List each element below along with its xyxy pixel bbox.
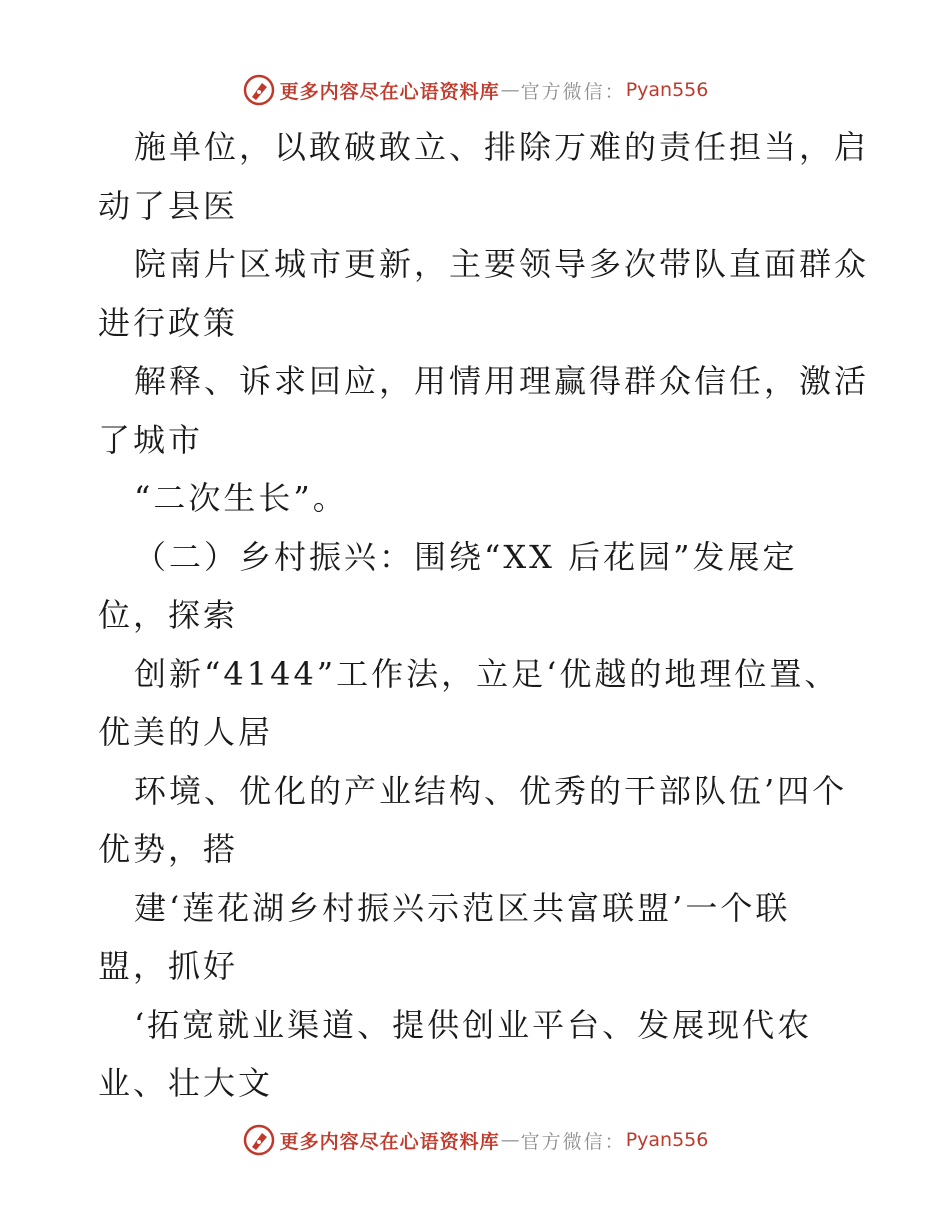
footer-banner bbox=[0, 1120, 950, 1160]
text-line: （二）乡村振兴：围绕“XX 后花园”发展定 bbox=[134, 537, 798, 576]
pen-nib-circle-icon bbox=[242, 1123, 276, 1157]
text-line: 院南片区城市更新，主要领导多次带队直面群众 bbox=[134, 245, 870, 283]
text-line: 建‘莲花湖乡村振兴示范区共富联盟’一个联 bbox=[134, 888, 791, 927]
banner-dash: — bbox=[500, 1129, 520, 1151]
text-line: 了城市 bbox=[98, 420, 204, 459]
banner-wechat-id: Pyan556 bbox=[625, 79, 709, 101]
banner-contact-prefix: 官方微信： bbox=[520, 80, 626, 103]
text-line: 业、壮大文 bbox=[98, 1064, 274, 1102]
text-line: 环境、优化的产业结构、优秀的干部队伍’四个 bbox=[134, 771, 848, 810]
text-line: 施单位，以敢破敢立、排除万难的责任担当，启 bbox=[134, 128, 870, 166]
document-body bbox=[98, 118, 868, 1113]
text-line: “二次生长”。 bbox=[134, 479, 348, 517]
text-line: 动了县医 bbox=[98, 186, 239, 225]
banner-contact-prefix: 官方微信： bbox=[520, 1130, 626, 1153]
header-banner bbox=[0, 70, 950, 110]
text-line: 盟，抓好 bbox=[98, 947, 239, 985]
banner-dash: — bbox=[500, 79, 520, 101]
banner-brand: 更多内容尽在心语资料库 bbox=[279, 1130, 500, 1153]
banner-brand: 更多内容尽在心语资料库 bbox=[279, 80, 500, 103]
text-line: 解释、诉求回应，用情用理赢得群众信任，激活 bbox=[134, 362, 870, 400]
text-line: 位，探索 bbox=[98, 596, 239, 634]
text-line: 进行政策 bbox=[98, 303, 239, 342]
text-line: 创新“4144”工作法，立足‘优越的地理位置、 bbox=[134, 654, 840, 693]
text-line: 优势，搭 bbox=[98, 830, 239, 868]
pen-nib-circle-icon bbox=[242, 73, 276, 107]
text-line: 优美的人居 bbox=[98, 713, 274, 751]
banner-wechat-id: Pyan556 bbox=[625, 1129, 709, 1151]
text-line: ‘拓宽就业渠道、提供创业平台、发展现代农 bbox=[134, 1005, 813, 1044]
